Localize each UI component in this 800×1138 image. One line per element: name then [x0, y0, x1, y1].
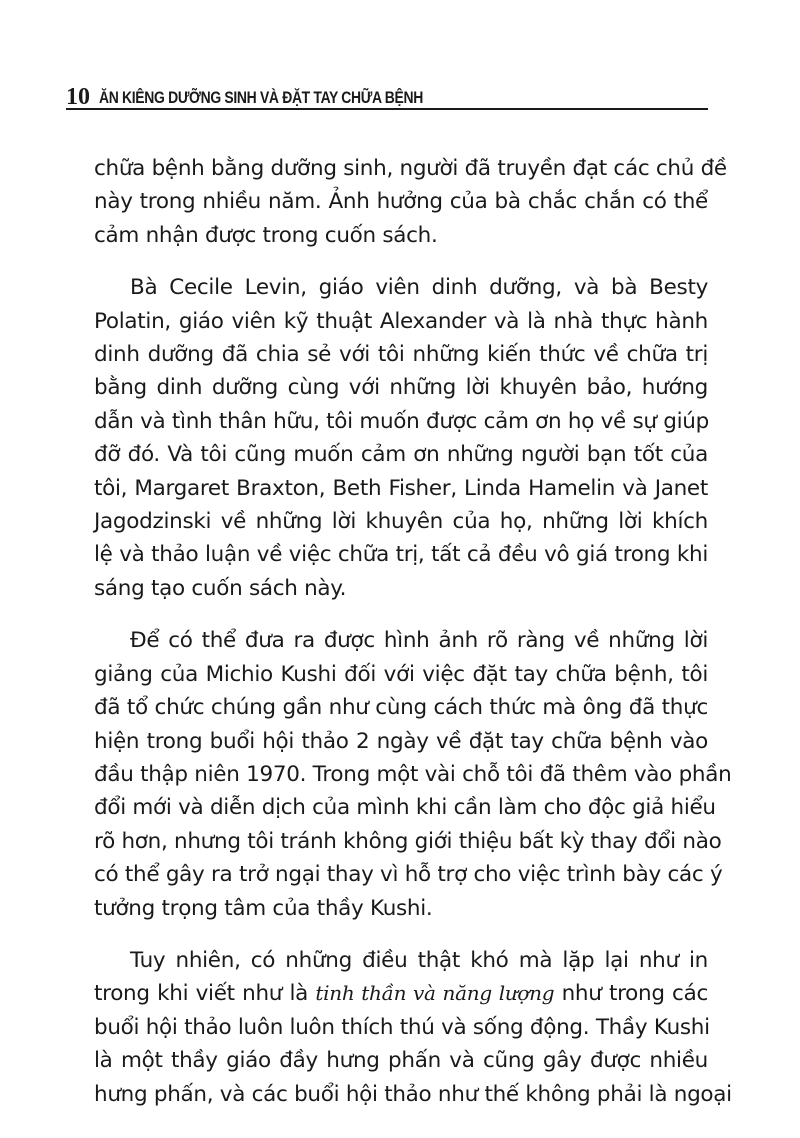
text-line: là một thầy giáo đầy hưng phấn và cũng gây được nhiều [94, 1048, 708, 1074]
book-title: ĂN KIÊNG DƯỠNG SINH VÀ ĐẶT TAY CHỮA BỆNH [99, 88, 423, 107]
text-line: rõ hơn, nhưng tôi tránh không giới thiệu bất kỳ thay đổi nào [94, 828, 722, 854]
text-line: lệ và thảo luận về việc chữa trị, tất cả đều vô giá trong khi [94, 542, 708, 568]
text-line: Jagodzinski về những lời khuyên của họ, những lời khích [94, 509, 708, 535]
text-line: dinh dưỡng đã chia sẻ với tôi những kiến thức về chữa trị [94, 342, 708, 368]
text-line: sáng tạo cuốn sách này. [94, 575, 347, 601]
italic-phrase: tinh thần và năng lượng [315, 981, 555, 1006]
text-line: Bà Cecile Levin, giáo viên dinh dưỡng, và bà Besty [130, 275, 708, 301]
text-line: tôi, Margaret Braxton, Beth Fisher, Linda Hamelin và Janet [94, 475, 708, 501]
text-segment: như trong các [561, 981, 708, 1007]
paragraph-1 [94, 152, 727, 252]
text-line: chữa bệnh bằng dưỡng sinh, người đã truyền đạt các chủ đề [94, 156, 727, 181]
text-line: buổi hội thảo luôn luôn thích thú và sống động. Thầy Kushi [94, 1014, 710, 1040]
text-line: đỡ đó. Và tôi cũng muốn cảm ơn những người bạn tốt của [94, 442, 708, 468]
text-line: tưởng trọng tâm của thầy Kushi. [94, 895, 433, 921]
text-line: dẫn và tình thân hữu, tôi muốn được cảm ơn họ về sự giúp [94, 408, 709, 434]
text-line: có thể gây ra trở ngại thay vì hỗ trợ cho việc trình bày các ý [94, 862, 723, 888]
text-line: Để có thể đưa ra được hình ảnh rõ ràng về những lời [130, 628, 708, 654]
paragraph-2 [94, 271, 708, 605]
paragraph-3 [94, 624, 732, 925]
text-segment: trong khi viết như là [94, 981, 309, 1007]
text-line: Tuy nhiên, có những điều thật khó mà lặp lại như in [130, 947, 708, 973]
text-line: Polatin, giáo viên kỹ thuật Alexander và là nhà thực hành [94, 308, 708, 334]
body-text [94, 152, 732, 1130]
paragraph-4 [94, 944, 732, 1111]
running-header [66, 78, 708, 110]
text-line: đổi mới và diễn dịch của mình khi cần làm cho độc giả hiểu [94, 795, 716, 821]
text-line: đầu thập niên 1970. Trong một vài chỗ tôi đã thêm vào phần [94, 761, 732, 787]
text-line: hiện trong buổi hội thảo 2 ngày về đặt tay chữa bệnh vào [94, 728, 708, 754]
text-line: giảng của Michio Kushi đối với việc đặt tay chữa bệnh, tôi [94, 661, 708, 687]
page-number: 10 [66, 84, 90, 110]
text-line: đã tổ chức chúng gần như cùng cách thức mà ông đã thực [94, 695, 708, 721]
text-line-with-italic [94, 977, 708, 1010]
text-line: này trong nhiều năm. Ảnh hưởng của bà chắc chắn có thể [94, 189, 708, 215]
text-line: cảm nhận được trong cuốn sách. [94, 222, 438, 248]
text-line: bằng dinh dưỡng cùng với những lời khuyên bảo, hướng [94, 375, 708, 401]
text-line: hưng phấn, và các buổi hội thảo như thế không phải là ngoại [94, 1081, 732, 1107]
